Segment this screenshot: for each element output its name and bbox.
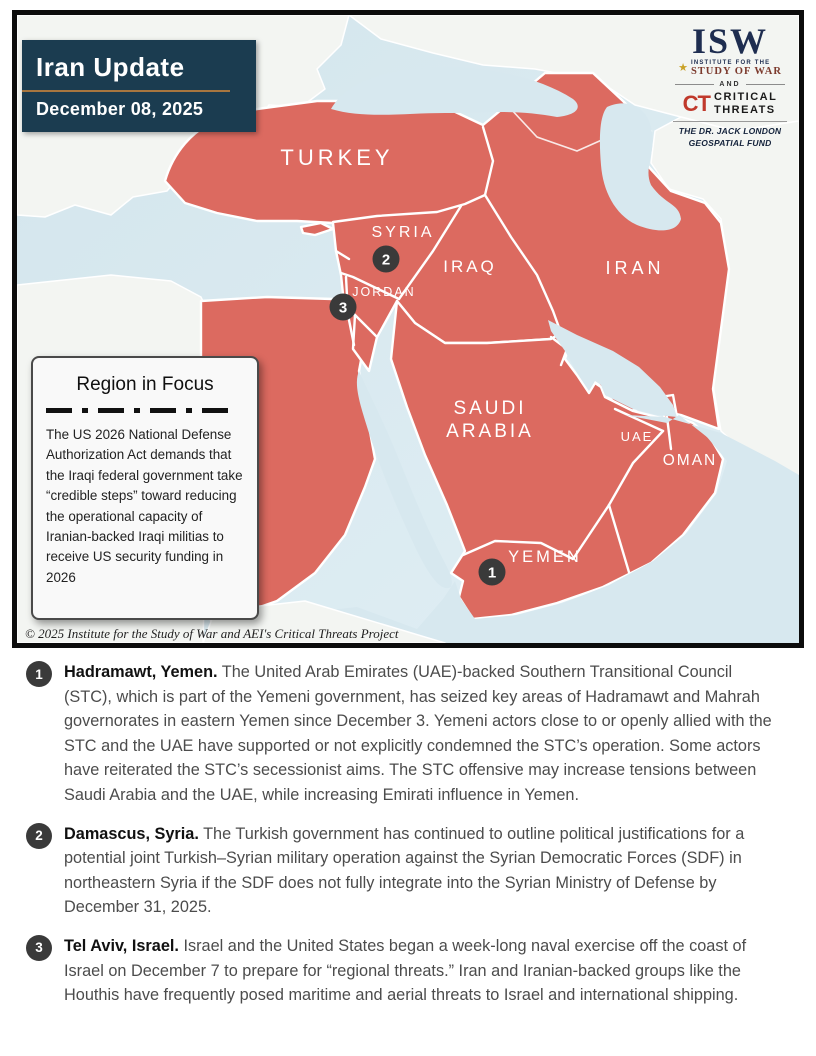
and-label: AND [719,81,741,88]
dashed-divider [46,408,238,413]
item-body-2: The Turkish government has continued to outline political justifications for a potential joint Turkish–Syrian military operation against the Syrian Democratic Forces (SDF) in northeastern Syria if the SDF does not fully integrate into the Syrian Ministry of Defense by December 31, 2025. [64,824,745,917]
ct-threats: THREATS [714,103,776,116]
item-title-3: Tel Aviv, Israel. [64,936,179,955]
page-date: December 08, 2025 [36,99,204,119]
ct-critical: CRITICAL [714,91,778,103]
map-title-box [22,40,256,132]
gold-divider [22,90,230,92]
region-focus-body: The US 2026 National Defense Authorization Act demands that the Iraqi federal government take “credible steps” toward reducing the operational capacity of Iranian-backed Iraqi militias to receive US security funding in 2026 [46,427,243,585]
svg-text:1: 1 [487,564,497,582]
region-in-focus-box [31,356,259,620]
fund-divider [673,121,787,122]
updates-list [26,660,794,1022]
map-label-syria: SYRIA [371,224,435,241]
item-title-1: Hadramawt, Yemen. [64,663,218,681]
map-label-saudi-1: SAUDI [453,398,527,419]
svg-text:3: 3 [338,299,348,317]
page-title: Iran Update [36,52,185,82]
item-badge-1: 1 [26,661,52,687]
map-marker-2 [373,246,400,273]
isw-ct-logo [669,23,791,149]
item-body-1: The United Arab Emirates (UAE)-backed Southern Transitional Council (STC), which is part of the Yemeni government, has seized key areas of Hadramawt and Mahrah governorates in eastern Yemen since December 3. Yemeni actors close to or openly allied with the STC and the UAE have supported or not explicitly condemned the STC’s operation. Some actors have reiterated the STC’s secessionist aims. The STC offensive may increase tensions between Saudi Arabia and the UAE, while increasing Emirati influence in Yemen. [64,663,772,804]
map-label-oman: OMAN [662,452,718,469]
list-item [26,934,794,1008]
isw-institute-line1: INSTITUTE FOR THE [690,60,771,66]
item-title-2: Damascus, Syria. [64,824,199,843]
item-badge-3: 3 [26,935,52,961]
map-label-jordan: JORDAN [352,285,416,299]
svg-text:2: 2 [381,251,391,269]
item-badge-2: 2 [26,823,52,849]
isw-wordmark: ISW [691,21,769,61]
isw-institute-line2: STUDY OF WAR [690,66,782,77]
map-label-uae: UAE [620,429,654,444]
critical-threats-logo [669,91,791,116]
fund-line2: GEOSPATIAL FUND [688,137,772,148]
isw-subtitle [669,60,791,77]
item-text-3 [64,934,776,1008]
region-focus-title: Region in Focus [76,374,214,395]
map-label-yemen: YEMEN [508,548,582,566]
map-label-turkey: TURKEY [280,145,394,170]
item-text-1 [64,660,776,808]
and-divider [675,81,785,88]
item-text-2 [64,822,776,920]
list-item [26,822,794,920]
ct-monogram: CT [682,90,710,116]
list-item [26,660,794,808]
map-label-iraq: IRAQ [443,257,497,276]
item-body-3: Israel and the United States began a week-long naval exercise off the coast of Israel on December 7 to prepare for “regional threats.” Iran and Iranian-backed groups like the Houthis have frequently posed maritime and aerial threats to Israel and international shipping. [64,936,747,1005]
map-label-iran: IRAN [605,258,665,278]
fund-line1: THE DR. JACK LONDON [678,126,782,137]
map-marker-1 [479,559,506,586]
map-label-saudi-2: ARABIA [446,421,534,442]
map-marker-3 [330,294,357,321]
middle-east-map [12,10,804,648]
copyright-line: © 2025 Institute for the Study of War and AEI's Critical Threats Project [25,626,399,641]
star-icon: ★ [678,62,688,74]
